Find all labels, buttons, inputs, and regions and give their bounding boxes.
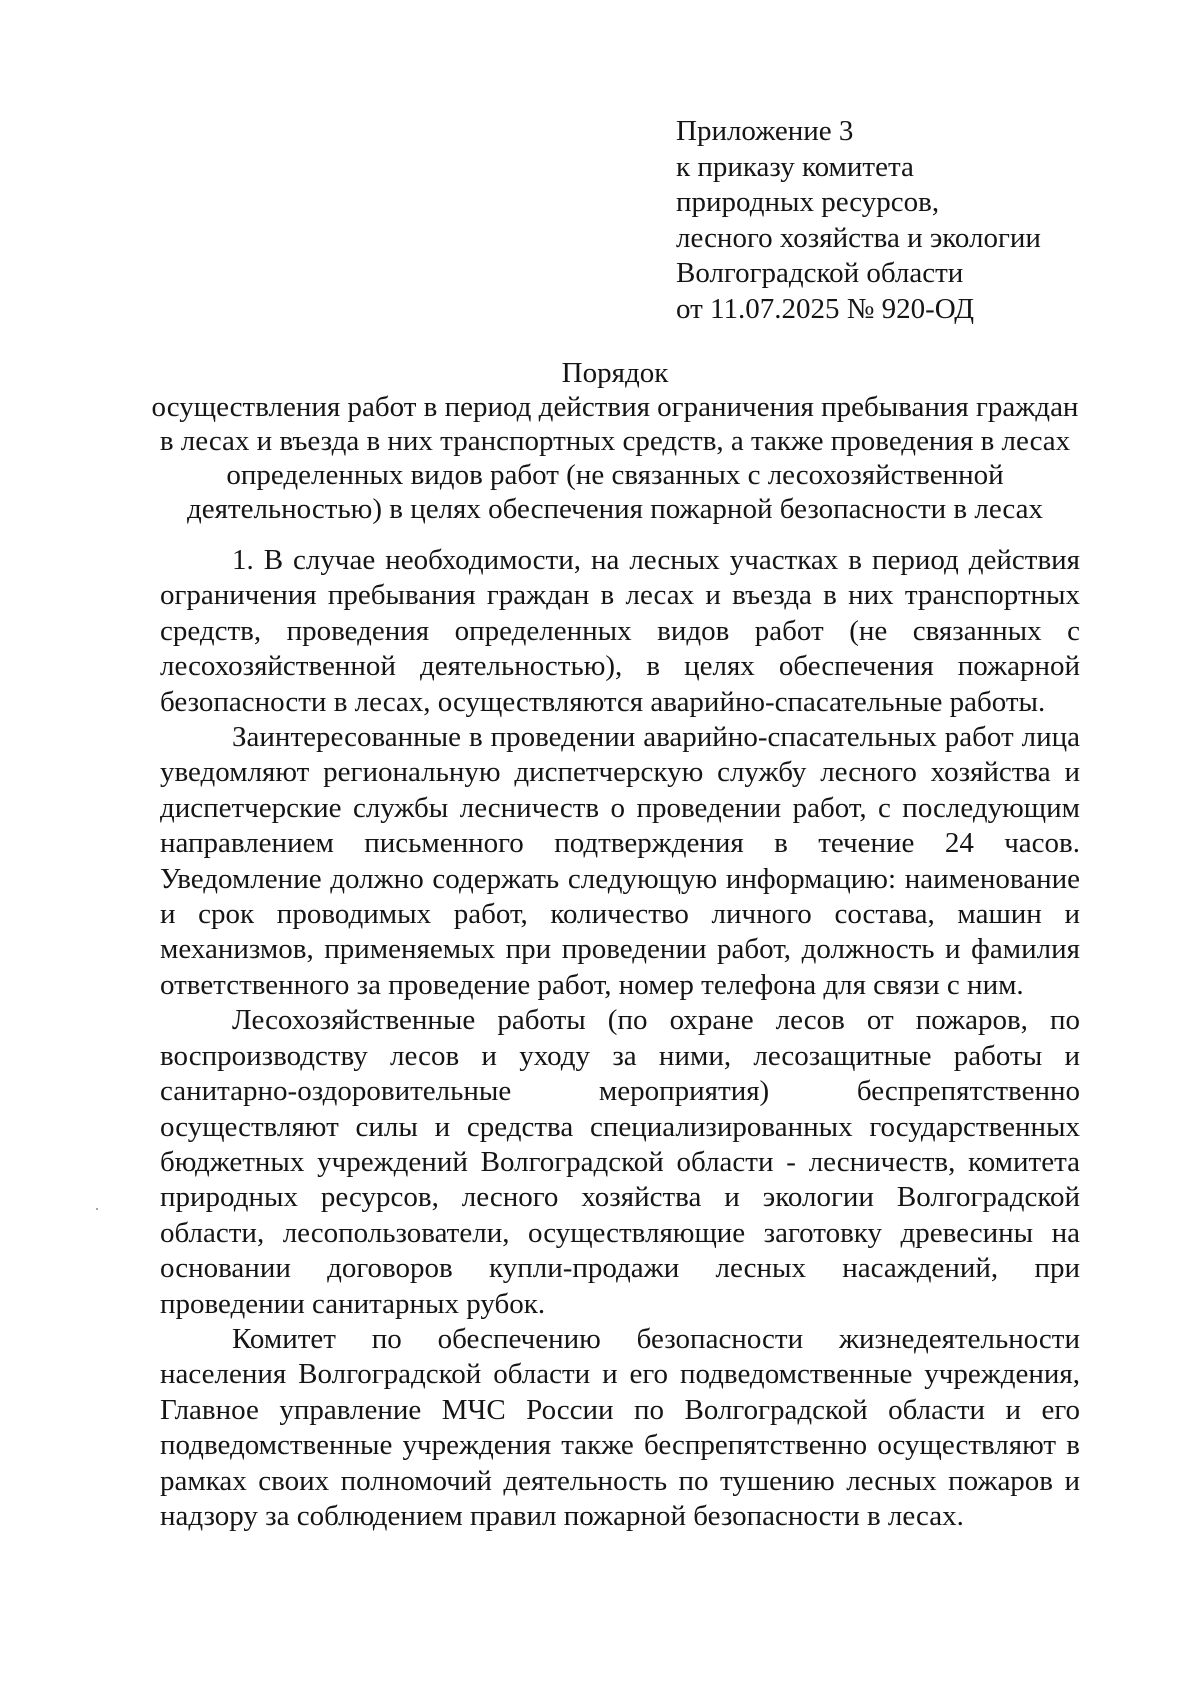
body-paragraph: Заинтересованные в проведении аварийно-спасательных работ лица уведомляют региональную диспетчерскую службу лесного хозяйства и диспетчерские службы лесничеств о проведении работ, с последующим направлением письменного подтверждения в течение 24 часов. Уведомление должно содержать следующую информацию: наименование и срок проводимых работ, количество личного состава, машин и механизмов, применяемых при проведении работ, должность и фамилия ответственного за проведение работ, номер телефона для связи с ним. (160, 721, 1080, 1001)
appendix-line: Волгоградской области (676, 257, 964, 289)
document-title: Порядок (561, 357, 669, 389)
body-paragraph: 1. В случае необходимости, на лесных участках в период действия ограничения пребывания граждан в лесах и въезда в них транспортных средств, проведения определенных видов работ (не связанных с лесохозяйственной деятельностью), в целях обеспечения пожарной безопасности в лесах, осуществляются аварийно-спасательные работы. (160, 544, 1080, 718)
scan-speck (96, 1208, 98, 1210)
body-paragraph: Комитет по обеспечению безопасности жизнедеятельности населения Волгоградской области и его подведомственные учреждения, Главное управление МЧС России по Волгоградской области и его подведомственные учреждения также беспрепятственно осуществляют в рамках своих полномочий деятельность по тушению лесных пожаров и надзору за соблюдением правил пожарной безопасности в лесах. (160, 1322, 1080, 1532)
appendix-header (676, 114, 1156, 327)
body-paragraph: Лесохозяйственные работы (по охране лесов от пожаров, по воспроизводству лесов и уходу за ними, лесозащитные работы и санитарно-оздоровительные мероприятия) беспрепятственно осуществляют силы и средства специализированных государственных бюджетных учреждений Волгоградской области - лесничеств, комитета природных ресурсов, лесного хозяйства и экологии Волгоградской области, лесопользователи, осуществляющие заготовку древесины на основании договоров купли-продажи лесных насаждений, при проведении санитарных рубок. (160, 1004, 1080, 1320)
appendix-line: Приложение 3 (676, 115, 854, 147)
document-subtitle: осуществления работ в период действия ограничения пребывания граждан в лесах и въезда в них транспортных средств, а также проведения в лесах определенных видов работ (не связанных с лесохозяйственной деятельностью) в целях обеспечения пожарной безопасности в лесах (151, 391, 1079, 525)
appendix-line: природных ресурсов, (676, 186, 940, 218)
document-body (160, 543, 1080, 1534)
document-heading (150, 356, 1080, 526)
appendix-line: к приказу комитета (676, 150, 914, 183)
appendix-line: от 11.07.2025 № 920-ОД (676, 292, 975, 325)
appendix-line: лесного хозяйства и экологии (676, 221, 1041, 254)
